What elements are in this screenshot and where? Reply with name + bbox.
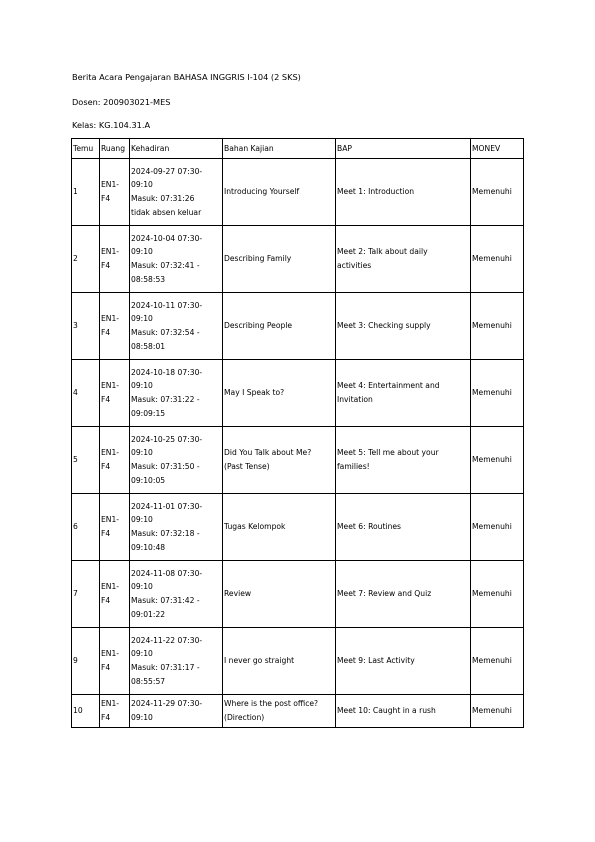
- cell-kehadiran-line: 2024-09-27 07:30-: [131, 166, 203, 176]
- cell-bahan-kajian: [223, 427, 336, 494]
- cell-kehadiran: [130, 360, 223, 427]
- table-row: [72, 427, 524, 494]
- cell-bap: [336, 226, 471, 293]
- cell-kehadiran: [130, 628, 223, 695]
- cell-kehadiran-line: 2024-10-18 07:30-: [131, 367, 203, 377]
- cell-kehadiran-line: 09:10: [131, 582, 153, 592]
- table-header-row: [72, 139, 524, 159]
- cell-bahan-kajian-line: Describing Family: [224, 254, 292, 264]
- column-header-temu: Temu: [72, 139, 100, 159]
- table-row: [72, 561, 524, 628]
- cell-bahan-kajian: [223, 159, 336, 226]
- cell-temu: 1: [72, 159, 100, 226]
- cell-bap: [336, 628, 471, 695]
- cell-bap: [336, 360, 471, 427]
- cell-kehadiran: [130, 494, 223, 561]
- cell-bahan-kajian-line: I never go straight: [224, 656, 295, 666]
- cell-bap: [336, 695, 471, 728]
- cell-ruang-line: EN1-: [101, 515, 120, 525]
- cell-bahan-kajian: [223, 695, 336, 728]
- cell-monev: Memenuhi: [471, 293, 524, 360]
- cell-ruang: [100, 628, 130, 695]
- cell-kehadiran-line: Masuk: 07:32:18 -: [131, 529, 200, 538]
- cell-bap: [336, 561, 471, 628]
- cell-bahan-kajian-line: Did You Talk about Me?: [224, 448, 312, 458]
- cell-kehadiran-line: 08:58:53: [131, 274, 166, 284]
- cell-bahan-kajian-line: Review: [224, 589, 252, 599]
- cell-ruang-line: EN1-: [101, 314, 120, 324]
- cell-bahan-kajian-line: Tugas Kelompok: [224, 522, 286, 532]
- cell-kehadiran: [130, 159, 223, 226]
- cell-bahan-kajian: [223, 494, 336, 561]
- cell-bahan-kajian-line: Describing People: [224, 321, 293, 331]
- cell-kehadiran-line: 2024-11-01 07:30-: [131, 501, 203, 511]
- cell-kehadiran-line: 09:10: [131, 649, 153, 659]
- cell-ruang: [100, 695, 130, 728]
- cell-ruang-line: F4: [101, 713, 111, 722]
- cell-kehadiran-line: 09:10:05: [131, 475, 166, 485]
- cell-kehadiran-line: tidak absen keluar: [131, 207, 202, 217]
- cell-bap-line: families!: [337, 462, 370, 471]
- cell-monev: Memenuhi: [471, 427, 524, 494]
- cell-kehadiran: [130, 427, 223, 494]
- cell-temu: 2: [72, 226, 100, 293]
- cell-bahan-kajian: [223, 293, 336, 360]
- cell-bap-line: Meet 9: Last Activity: [337, 656, 415, 666]
- cell-bap-line: Meet 5: Tell me about your: [337, 448, 439, 458]
- cell-ruang: [100, 226, 130, 293]
- cell-kehadiran: [130, 695, 223, 728]
- cell-bap-line: Invitation: [337, 395, 373, 404]
- cell-ruang-line: F4: [101, 663, 111, 672]
- cell-monev: Memenuhi: [471, 561, 524, 628]
- cell-kehadiran-line: 09:10:48: [131, 542, 166, 552]
- cell-bap: [336, 293, 471, 360]
- cell-bahan-kajian: [223, 628, 336, 695]
- cell-ruang: [100, 494, 130, 561]
- cell-kehadiran: [130, 293, 223, 360]
- cell-bahan-kajian: [223, 360, 336, 427]
- dosen-line: Dosen: 200903021-MES: [72, 97, 171, 107]
- cell-kehadiran-line: Masuk: 07:31:17 -: [131, 663, 200, 672]
- cell-bap: [336, 159, 471, 226]
- cell-ruang-line: EN1-: [101, 448, 120, 458]
- cell-ruang-line: EN1-: [101, 582, 120, 592]
- cell-monev: Memenuhi: [471, 226, 524, 293]
- cell-bahan-kajian: [223, 226, 336, 293]
- cell-bap-line: activities: [337, 261, 372, 270]
- cell-monev: Memenuhi: [471, 695, 524, 728]
- cell-kehadiran-line: 2024-11-22 07:30-: [131, 635, 203, 645]
- cell-temu: 9: [72, 628, 100, 695]
- cell-temu: 6: [72, 494, 100, 561]
- cell-ruang-line: EN1-: [101, 381, 120, 391]
- cell-ruang: [100, 293, 130, 360]
- table-row: [72, 695, 524, 728]
- cell-bap: [336, 427, 471, 494]
- cell-kehadiran-line: 09:10: [131, 381, 153, 391]
- cell-bap-line: Meet 2: Talk about daily: [337, 247, 428, 257]
- attendance-table: [71, 138, 524, 728]
- cell-bap: [336, 494, 471, 561]
- cell-bahan-kajian-line: Introducing Yourself: [224, 187, 300, 197]
- cell-kehadiran-line: 09:10: [131, 515, 153, 525]
- cell-kehadiran-line: 09:01:22: [131, 609, 166, 619]
- cell-bahan-kajian-line: (Past Tense): [224, 462, 270, 471]
- cell-kehadiran-line: Masuk: 07:31:50 -: [131, 462, 200, 471]
- cell-ruang-line: F4: [101, 194, 111, 203]
- cell-kehadiran-line: Masuk: 07:31:26: [131, 194, 195, 203]
- cell-temu: 5: [72, 427, 100, 494]
- cell-kehadiran-line: 2024-10-25 07:30-: [131, 434, 203, 444]
- cell-kehadiran-line: 09:10: [131, 713, 153, 722]
- cell-ruang: [100, 427, 130, 494]
- cell-bahan-kajian-line: (Direction): [224, 713, 265, 722]
- cell-bap-line: Meet 6: Routines: [337, 522, 402, 532]
- cell-bap-line: Meet 4: Entertainment and: [337, 381, 440, 391]
- table-row: [72, 494, 524, 561]
- cell-ruang: [100, 159, 130, 226]
- cell-kehadiran-line: 09:10: [131, 180, 153, 190]
- cell-ruang-line: F4: [101, 395, 111, 404]
- cell-ruang-line: F4: [101, 261, 111, 270]
- cell-kehadiran-line: 08:58:01: [131, 341, 166, 351]
- cell-temu: 4: [72, 360, 100, 427]
- cell-temu: 7: [72, 561, 100, 628]
- cell-bahan-kajian-line: Where is the post office?: [224, 699, 319, 709]
- cell-ruang: [100, 561, 130, 628]
- column-header-ruang: Ruang: [100, 139, 130, 159]
- cell-ruang-line: EN1-: [101, 649, 120, 659]
- cell-kehadiran-line: 2024-10-11 07:30-: [131, 300, 203, 310]
- cell-kehadiran-line: 2024-11-29 07:30-: [131, 699, 203, 709]
- cell-kehadiran-line: 09:10: [131, 247, 153, 257]
- cell-ruang-line: EN1-: [101, 180, 120, 190]
- table-row: [72, 360, 524, 427]
- cell-kehadiran-line: Masuk: 07:32:54 -: [131, 328, 200, 337]
- cell-kehadiran: [130, 226, 223, 293]
- table-row: [72, 628, 524, 695]
- cell-kehadiran: [130, 561, 223, 628]
- cell-ruang: [100, 360, 130, 427]
- cell-ruang-line: F4: [101, 529, 111, 538]
- cell-temu: 10: [72, 695, 100, 728]
- table-row: [72, 226, 524, 293]
- cell-ruang-line: F4: [101, 462, 111, 471]
- table-row: [72, 159, 524, 226]
- cell-kehadiran-line: Masuk: 07:31:22 -: [131, 395, 200, 404]
- cell-bap-line: Meet 7: Review and Quiz: [337, 589, 432, 599]
- cell-bap-line: Meet 3: Checking supply: [337, 321, 431, 331]
- cell-monev: Memenuhi: [471, 494, 524, 561]
- cell-bap-line: Meet 10: Caught in a rush: [337, 706, 436, 716]
- column-header-bap: BAP: [336, 139, 471, 159]
- document-title: Berita Acara Pengajaran BAHASA INGGRIS I-104 (2 SKS): [72, 72, 301, 82]
- cell-ruang-line: EN1-: [101, 247, 120, 257]
- cell-bahan-kajian-line: May I Speak to?: [224, 388, 285, 398]
- cell-ruang-line: EN1-: [101, 699, 120, 709]
- cell-kehadiran-line: Masuk: 07:32:41 -: [131, 261, 200, 270]
- cell-bahan-kajian: [223, 561, 336, 628]
- column-header-bahan-kajian: Bahan Kajian: [223, 139, 336, 159]
- cell-bap-line: Meet 1: Introduction: [337, 187, 415, 197]
- column-header-monev: MONEV: [471, 139, 524, 159]
- cell-temu: 3: [72, 293, 100, 360]
- cell-kehadiran-line: 09:09:15: [131, 408, 166, 418]
- cell-kehadiran-line: Masuk: 07:31:42 -: [131, 596, 200, 605]
- column-header-kehadiran: Kehadiran: [130, 139, 223, 159]
- kelas-line: Kelas: KG.104.31.A: [72, 120, 151, 130]
- cell-monev: Memenuhi: [471, 628, 524, 695]
- table-row: [72, 293, 524, 360]
- cell-monev: Memenuhi: [471, 360, 524, 427]
- cell-kehadiran-line: 2024-11-08 07:30-: [131, 568, 203, 578]
- cell-monev: Memenuhi: [471, 159, 524, 226]
- cell-kehadiran-line: 09:10: [131, 448, 153, 458]
- cell-kehadiran-line: 09:10: [131, 314, 153, 324]
- cell-ruang-line: F4: [101, 596, 111, 605]
- cell-kehadiran-line: 08:55:57: [131, 676, 166, 686]
- cell-kehadiran-line: 2024-10-04 07:30-: [131, 233, 203, 243]
- cell-ruang-line: F4: [101, 328, 111, 337]
